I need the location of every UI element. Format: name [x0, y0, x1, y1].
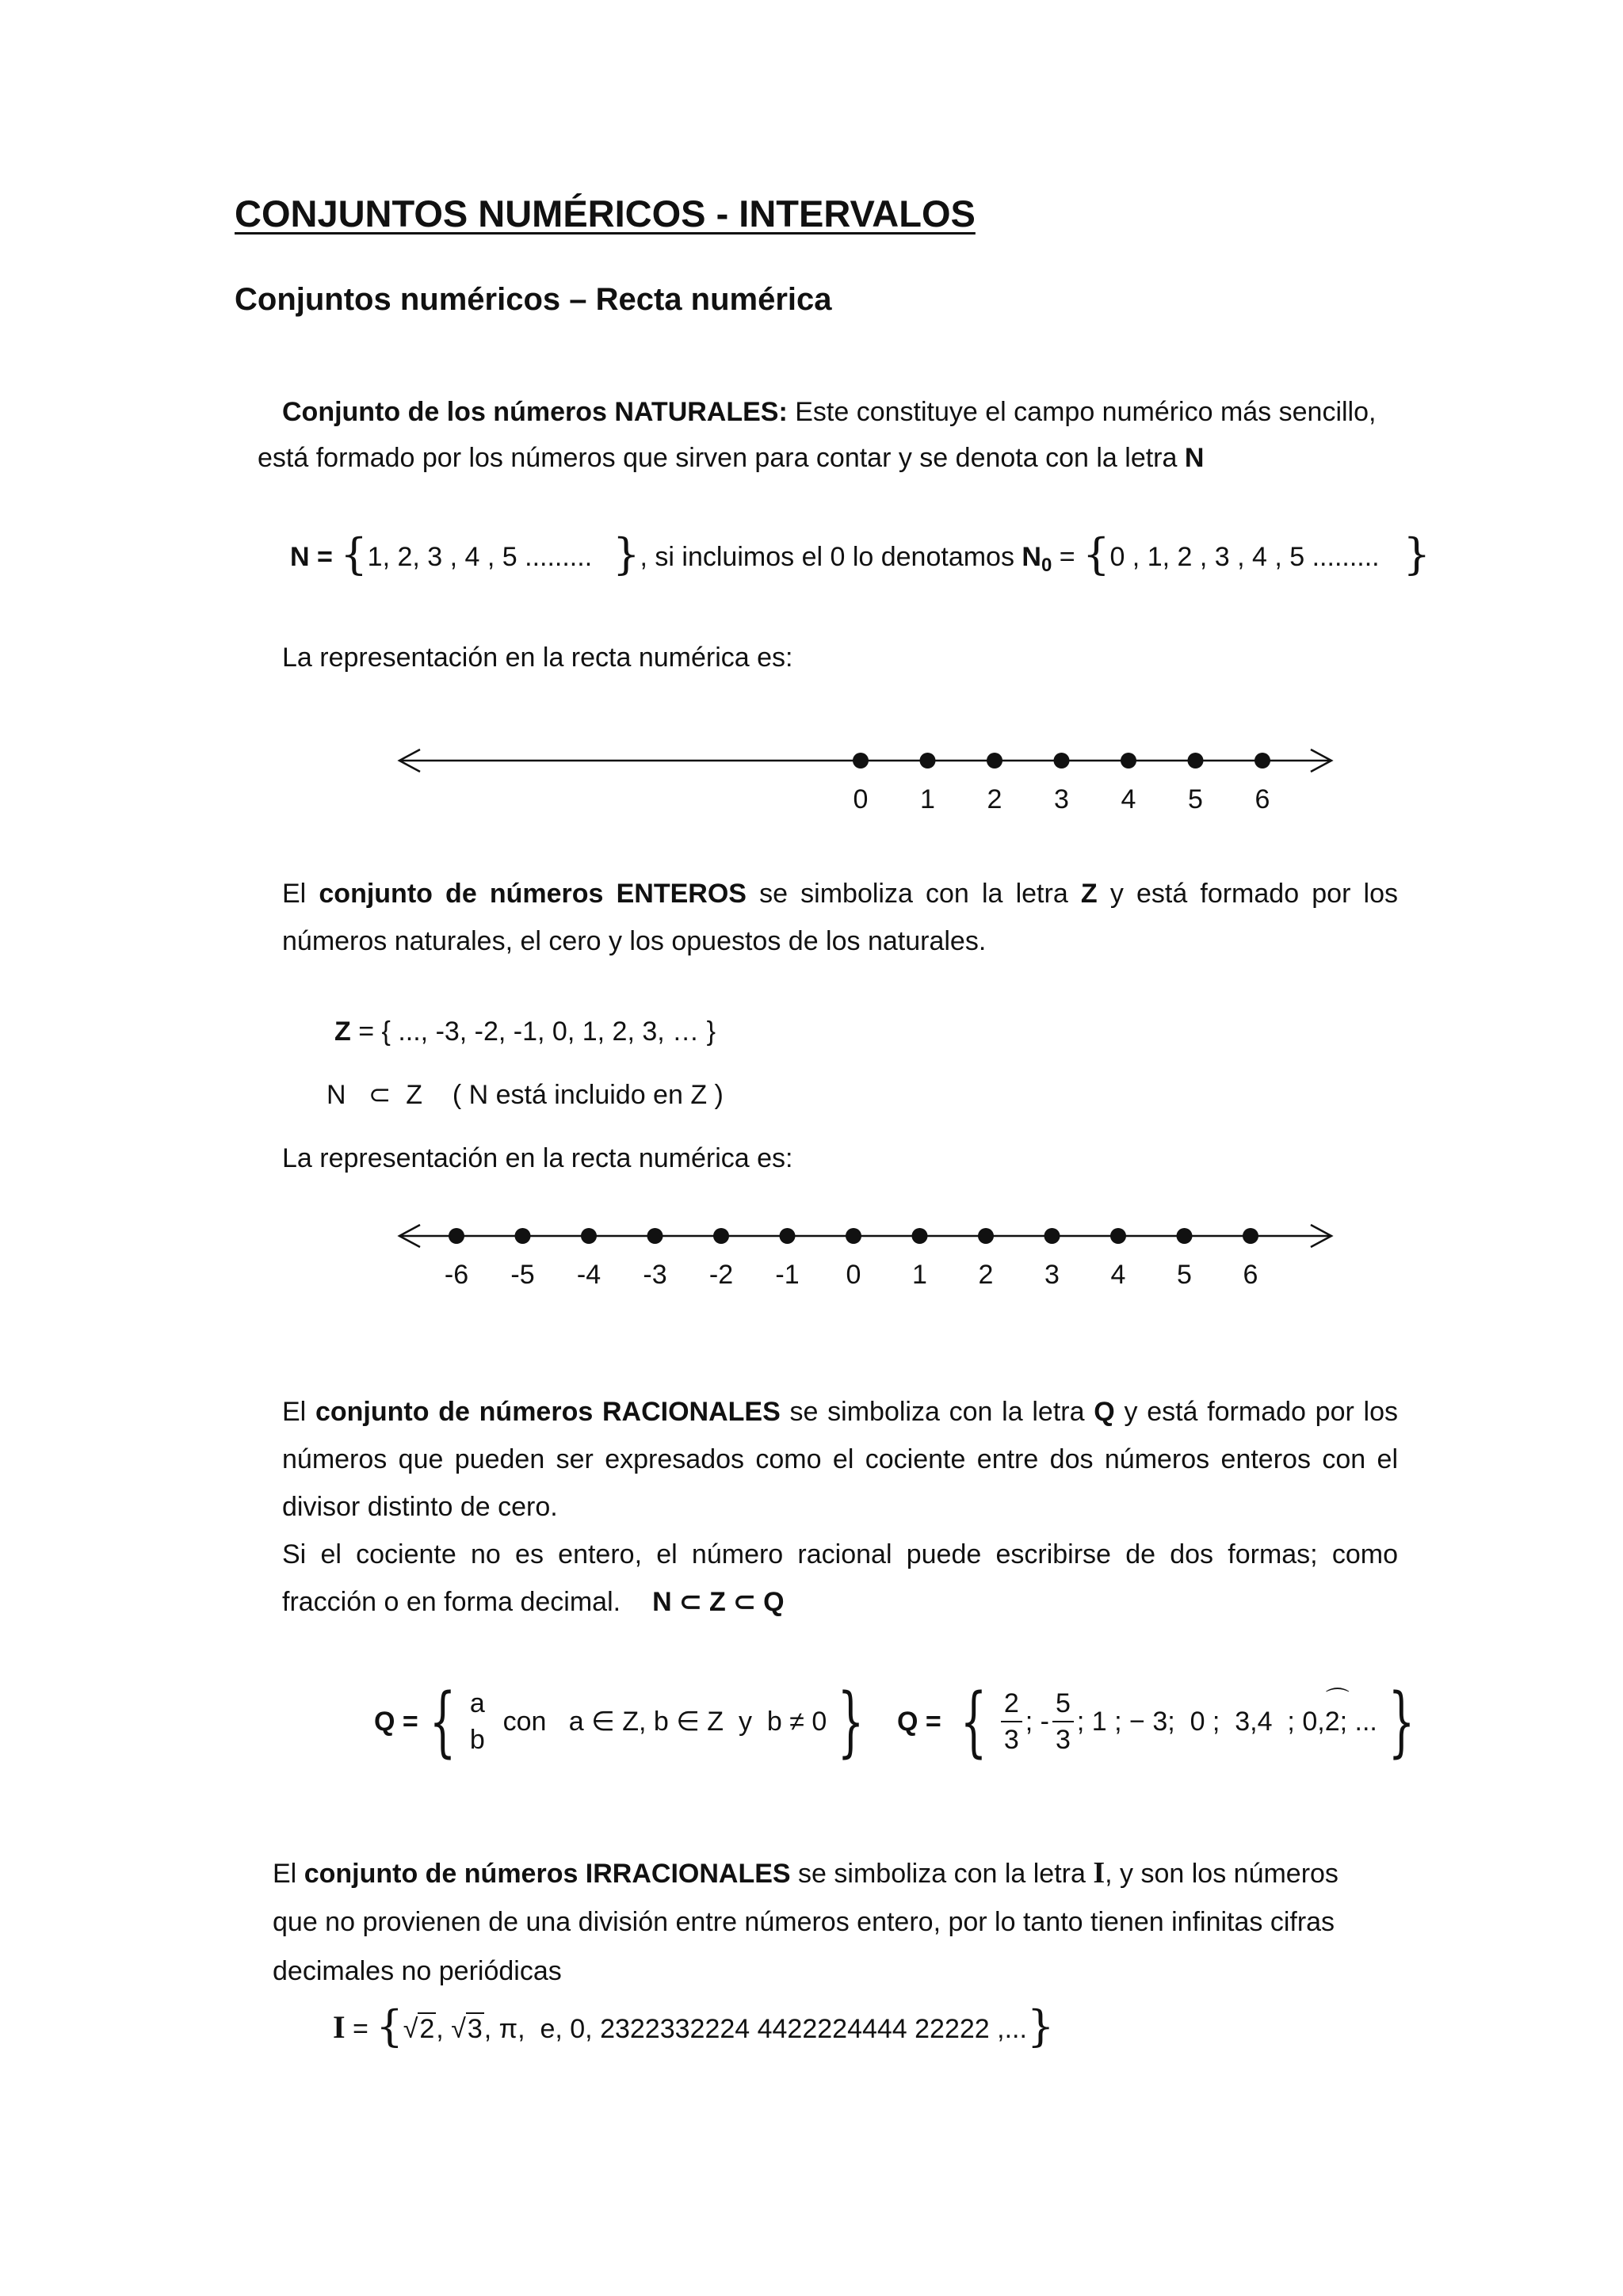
naturales-text2: está formado por los números que sirven para contar y se denota con la letra — [258, 443, 1185, 473]
enteros-repr: La representación en la recta numérica es: — [282, 1143, 793, 1173]
irr-bold: conjunto de números IRRACIONALES — [304, 1859, 791, 1889]
open-brace-0: { — [1083, 529, 1110, 579]
ex-fraction-1 — [1001, 1686, 1022, 1757]
racionales-text-c: y está formado por los — [1114, 1397, 1399, 1427]
irr-root1: 2 — [419, 2014, 435, 2044]
irr-set-eq: = — [345, 2014, 376, 2044]
naturales-text1: Este constituye el campo numérico más sencillo, — [787, 397, 1377, 427]
enteros-tick-label: 3 — [1044, 1260, 1060, 1290]
naturales-number-line — [388, 737, 1355, 832]
naturales-tick-label: 6 — [1254, 784, 1270, 814]
naturales-set-line — [290, 531, 1430, 589]
sqrt-icon: √ — [403, 2014, 418, 2044]
enteros-tick-label: -6 — [444, 1260, 469, 1290]
enteros-tick-label: -1 — [775, 1260, 800, 1290]
enteros-set-label: Z — [334, 1016, 351, 1047]
sqrt-icon: √ — [451, 2014, 466, 2044]
section-subtitle: Conjuntos numéricos – Recta numérica — [235, 282, 832, 317]
enteros-tick-label: -4 — [576, 1260, 601, 1290]
enteros-tick-label: 6 — [1243, 1260, 1258, 1290]
n0-letter: N — [1022, 542, 1041, 572]
def-fraction — [470, 1685, 485, 1758]
naturales-paragraph-line1 — [282, 388, 1376, 436]
naturales-point-4 — [1121, 753, 1136, 769]
def-numerator: a — [469, 1688, 485, 1718]
enteros-tick-label: -2 — [708, 1260, 734, 1290]
racionales-letter: Q — [1094, 1397, 1115, 1427]
enteros-tick-label: -5 — [510, 1260, 535, 1290]
open-brace: { — [960, 1677, 987, 1766]
ex-label: Q = — [897, 1707, 941, 1737]
enteros-tick-label: 5 — [1177, 1260, 1192, 1290]
naturales-set-body: 1, 2, 3 , 4 , 5 ......... — [367, 542, 593, 572]
naturales-repr: La representación en la recta numérica es: — [282, 643, 793, 673]
racionales-paragraph-line2: números que pueden ser expresados como el cociente entre dos números enteros con el — [282, 1444, 1398, 1474]
racionales-bold: conjunto de números RACIONALES — [315, 1397, 781, 1427]
racionales-examples — [897, 1678, 1426, 1765]
enteros-tick-label: 2 — [978, 1260, 994, 1290]
irracionales-set-line — [333, 2003, 1054, 2053]
racionales-text-a: El — [282, 1397, 315, 1427]
racionales-inclusion: N ⊂ Z ⊂ Q — [652, 1587, 785, 1617]
n0-subscript: 0 — [1041, 555, 1052, 576]
ex-fraction-2 — [1052, 1686, 1074, 1757]
naturales-letter: N — [1184, 443, 1205, 473]
ex-f2-denominator: 3 — [1055, 1725, 1071, 1755]
enteros-letter: Z — [1080, 879, 1098, 909]
def-condition: con a ∈ Z, b ∈ Z y b ≠ 0 — [487, 1707, 827, 1737]
enteros-points — [445, 1228, 1258, 1290]
naturales-tick-label: 3 — [1054, 784, 1069, 814]
enteros-point-2 — [978, 1228, 994, 1244]
n0-eq: = — [1052, 542, 1083, 572]
enteros-text-a: El — [282, 879, 319, 909]
enteros-number-line — [388, 1212, 1355, 1307]
enteros-point--3 — [647, 1228, 663, 1244]
naturales-point-0 — [853, 753, 869, 769]
naturales-lead: Conjunto de los números NATURALES: — [282, 397, 788, 427]
racionales-definition — [374, 1678, 875, 1765]
open-brace: { — [429, 1677, 456, 1766]
enteros-tick-label: 1 — [912, 1260, 927, 1290]
page-title: CONJUNTOS NUMÉRICOS - INTERVALOS — [235, 193, 976, 235]
naturales-tick-label: 1 — [920, 784, 935, 814]
enteros-point--5 — [515, 1228, 531, 1244]
enteros-point--6 — [449, 1228, 464, 1244]
enteros-point-4 — [1110, 1228, 1126, 1244]
enteros-text-c: y está formado por los — [1097, 879, 1398, 909]
ex-f1-denominator: 3 — [1003, 1725, 1019, 1755]
irracionales-paragraph-line1 — [273, 1849, 1338, 1897]
enteros-paragraph-line2: números naturales, el cero y los opuestos de los naturales. — [282, 926, 987, 956]
enteros-point--4 — [581, 1228, 597, 1244]
enteros-bold: conjunto de números ENTEROS — [319, 879, 747, 909]
enteros-text-b: se simboliza con la letra — [746, 879, 1081, 909]
open-brace: { — [376, 2001, 403, 2051]
irr-set-rest: , π, e, 0, 2322332224 4422224444 22222 ,... — [483, 2014, 1027, 2044]
racionales-paragraph-line1 — [282, 1388, 1398, 1436]
close-brace-0: } — [1403, 529, 1430, 579]
enteros-point--2 — [713, 1228, 729, 1244]
naturales-set-mid: , si incluimos el 0 lo denotamos — [640, 542, 1022, 572]
racionales-text-p5: fracción o en forma decimal. — [282, 1587, 621, 1617]
comma: , — [436, 2014, 452, 2044]
naturales-point-2 — [987, 753, 1002, 769]
close-brace: } — [837, 1677, 865, 1766]
naturales-tick-label: 4 — [1121, 784, 1136, 814]
enteros-tick-label: -3 — [643, 1260, 667, 1290]
periodic-arc-icon: ⌒ — [1325, 1688, 1350, 1714]
naturales-point-5 — [1188, 753, 1204, 769]
irr-text-b: se simboliza con la letra — [790, 1859, 1094, 1889]
naturales-point-1 — [920, 753, 936, 769]
ex-f1-numerator: 2 — [1001, 1686, 1022, 1722]
ex-sep1: ; - — [1025, 1707, 1049, 1737]
irr-text-a: El — [273, 1859, 304, 1889]
naturales-set0-body: 0 , 1, 2 , 3 , 4 , 5 ......... — [1109, 542, 1380, 572]
enteros-point-1 — [912, 1228, 928, 1244]
enteros-point-6 — [1243, 1228, 1258, 1244]
enteros-tick-label: 4 — [1110, 1260, 1126, 1290]
close-brace: } — [613, 529, 640, 579]
enteros-tick-label: 0 — [846, 1260, 861, 1290]
close-brace: } — [1026, 2001, 1055, 2051]
irr-root2: 3 — [467, 2014, 483, 2044]
naturales-point-3 — [1054, 753, 1070, 769]
enteros-set-body: = { ..., -3, -2, -1, 0, 1, 2, 3, … } — [350, 1016, 716, 1047]
naturales-tick-label: 0 — [853, 784, 869, 814]
irracionales-paragraph-line2: que no provienen de una división entre números entero, por lo tanto tienen infinitas cifras — [273, 1907, 1335, 1937]
ex-rest: ; 1 ; − 3; 0 ; 3,4 ; 0, — [1076, 1707, 1325, 1737]
enteros-inclusion: N ⊂ Z ( N está incluido en Z ) — [327, 1080, 724, 1110]
naturales-tick-label: 5 — [1188, 784, 1203, 814]
racionales-paragraph-line3: divisor distinto de cero. — [282, 1492, 558, 1522]
def-label: Q = — [374, 1707, 418, 1737]
ex-f2-numerator: 5 — [1052, 1686, 1074, 1722]
naturales-paragraph-line2 — [258, 434, 1204, 482]
enteros-point-3 — [1044, 1228, 1060, 1244]
enteros-point-0 — [846, 1228, 861, 1244]
irr-set-label: I — [333, 2009, 346, 2045]
racionales-paragraph-line4: Si el cociente no es entero, el número racional puede escribirse de dos formas; como — [282, 1539, 1398, 1569]
enteros-paragraph-line1 — [282, 870, 1398, 917]
enteros-set-line — [334, 1008, 716, 1055]
irracionales-paragraph-line3: decimales no periódicas — [273, 1956, 562, 1986]
irr-letter: I — [1093, 1856, 1106, 1890]
naturales-points — [853, 753, 1270, 814]
irr-text-c: , y son los números — [1105, 1859, 1338, 1889]
naturales-tick-label: 2 — [987, 784, 1002, 814]
close-brace: } — [1388, 1677, 1415, 1766]
racionales-text-b: se simboliza con la letra — [780, 1397, 1094, 1427]
naturales-point-6 — [1254, 753, 1270, 769]
ex-periodic-digit: 2 — [1324, 1707, 1340, 1737]
ex-periodic — [1324, 1688, 1350, 1745]
racionales-paragraph-line5 — [282, 1578, 785, 1626]
def-denominator: b — [469, 1725, 485, 1755]
open-brace: { — [340, 529, 368, 579]
enteros-point-5 — [1177, 1228, 1193, 1244]
naturales-set-label: N = — [290, 542, 341, 572]
ex-end: ; ... — [1339, 1707, 1377, 1737]
enteros-point--1 — [780, 1228, 796, 1244]
